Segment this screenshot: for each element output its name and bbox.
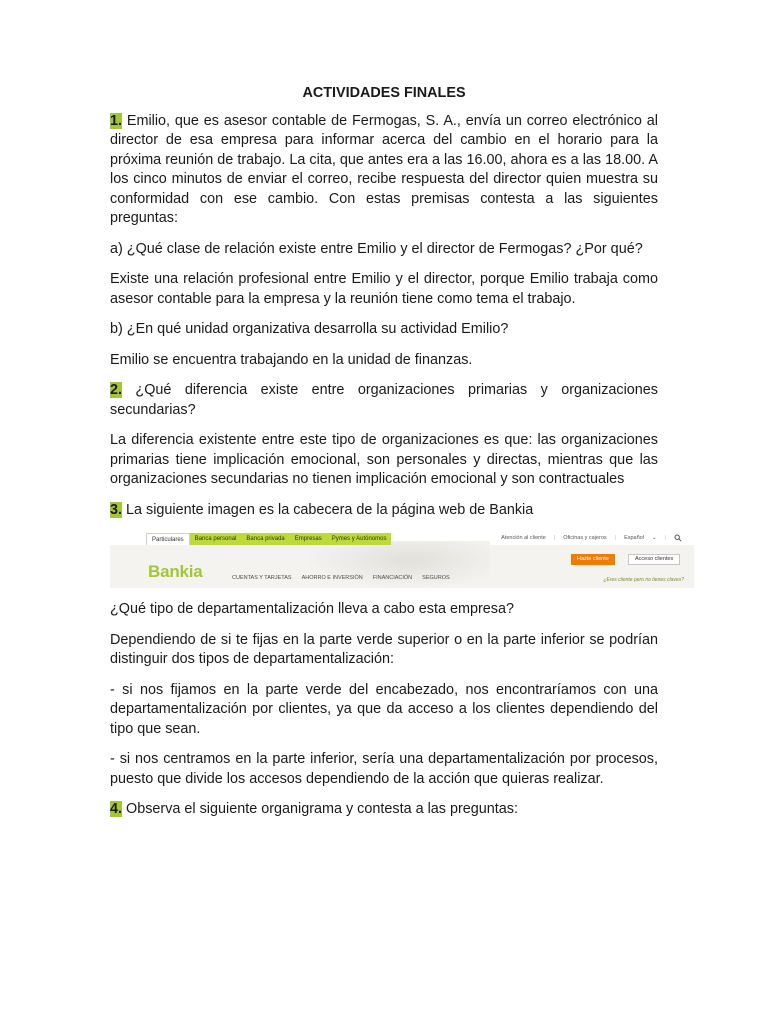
question-3 xyxy=(110,501,658,521)
bankia-tab-banca-personal: Banca personal xyxy=(190,533,242,545)
chevron-down-icon: ⌄ xyxy=(651,535,657,541)
sub-question-b: b) ¿En qué unidad organizativa desarrolla su actividad Emilio? xyxy=(110,321,509,337)
bankia-top-links xyxy=(501,534,682,543)
bankia-link-oficinas: Oficinas y cajeros xyxy=(563,535,607,541)
bankia-tab-particulares: Particulares xyxy=(146,533,190,545)
bankia-acceso-clientes-button: Acceso clientes xyxy=(628,554,680,565)
answer-2: La diferencia existente entre este tipo de organizaciones es que: las organizaciones primarias tiene implicación emocional, son personales y directas, mientras que las organizaciones secundarias no tienen implicación emocional y son contractuales xyxy=(110,432,658,487)
bankia-tab-empresas: Empresas xyxy=(290,533,327,545)
question-text: ¿Qué diferencia existe entre organizaciones primarias y organizaciones secundarias? xyxy=(110,382,658,418)
bankia-link-atencion: Atención al cliente xyxy=(501,535,546,541)
question-3-prompt: ¿Qué tipo de departamentalización lleva a cabo esta empresa? xyxy=(110,601,514,617)
question-2 xyxy=(110,381,658,420)
question-number: 1. xyxy=(110,112,123,129)
bankia-nav-ahorro: AHORRO E INVERSIÓN xyxy=(301,575,363,581)
question-text: Observa el siguiente organigrama y contesta a las preguntas: xyxy=(122,801,518,817)
question-text: Emilio, que es asesor contable de Fermogas, S. A., envía un correo electrónico al director de esa empresa para informar acerca del cambio en el horario para la próxima reunión de trabajo. La cita, que antes era a las 16.00, ahora es a las 18.00. A los cinco minutos de enviar el correo, recibe respuesta del director quien muestra su conformidad con ese cambio. Con estas premisas contesta a las siguientes preguntas: xyxy=(110,112,658,226)
bankia-nav-seguros: SEGUROS xyxy=(422,575,450,581)
sub-question-a: a) ¿Qué clase de relación existe entre Emilio y el director de Fermogas? ¿Por qué? xyxy=(110,240,643,257)
bankia-segment-tabs xyxy=(146,533,391,545)
question-4 xyxy=(110,800,658,820)
divider: | xyxy=(553,535,556,541)
bankia-nav-cuentas: CUENTAS Y TARJETAS xyxy=(232,575,292,581)
bankia-logo: Bankia xyxy=(148,562,203,581)
bankia-header-image xyxy=(110,531,694,588)
bankia-no-keys-link: ¿Eres cliente pero no tienes claves? xyxy=(603,577,684,583)
question-number: 3. xyxy=(110,501,123,518)
question-number: 4. xyxy=(110,801,123,817)
answer-a: Existe una relación profesional entre Emilio y el director, porque Emilio trabaja como asesor contable para la empresa y la reunión tiene como tema el trabajo. xyxy=(110,271,658,307)
divider: | xyxy=(664,535,666,541)
answer-3-point-2: - si nos centramos en la parte inferior, sería una departamentalización por procesos, puesto que divide los accesos dependiendo de la acción que quieras realizar. xyxy=(110,751,658,787)
question-number: 2. xyxy=(110,382,123,398)
bankia-nav xyxy=(232,574,450,582)
answer-3-point-1: - si nos fijamos en la parte verde del encabezado, nos encontraríamos con una departamentalización por clientes, ya que da acceso a los clientes dependiendo del tipo que sean. xyxy=(110,681,658,737)
document-page xyxy=(110,84,684,831)
bankia-tab-banca-privada: Banca privada xyxy=(241,533,289,545)
answer-b: Emilio se encuentra trabajando en la unidad de finanzas. xyxy=(110,351,473,368)
question-text: La siguiente imagen es la cabecera de la página web de Bankia xyxy=(122,501,534,518)
bankia-hazte-cliente-button: Hazte cliente xyxy=(571,554,615,565)
bankia-link-idioma: Español xyxy=(624,535,644,541)
bankia-nav-financiacion: FINANCIACIÓN xyxy=(372,575,413,581)
question-1 xyxy=(110,112,658,229)
search-icon xyxy=(674,534,682,542)
answer-3-intro: Dependiendo de si te fijas en la parte verde superior o en la parte inferior se podrían distinguir dos tipos de departamentalización: xyxy=(110,631,658,667)
document-title: ACTIVIDADES FINALES xyxy=(302,85,466,101)
bankia-tab-pymes: Pymes y Autónomos xyxy=(327,533,392,545)
divider: | xyxy=(614,535,617,541)
